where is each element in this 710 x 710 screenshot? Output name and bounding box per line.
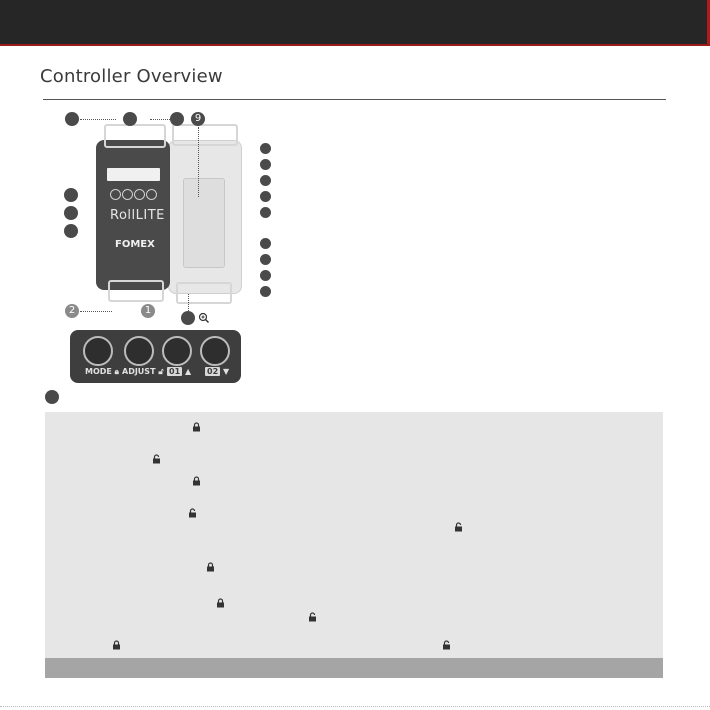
- mini-mode-button: [110, 189, 121, 200]
- leader-line: [80, 119, 116, 120]
- lock-icon: 🔒︎: [114, 367, 119, 376]
- page-title: Controller Overview: [40, 66, 223, 87]
- section-marker: [45, 390, 59, 404]
- adjust-label: ADJUST 🔓︎: [122, 367, 164, 376]
- lock-icon: [112, 640, 121, 650]
- info-panel-footer: [45, 658, 663, 678]
- callout-marker: [64, 224, 78, 238]
- ch1-label: 01 ▲: [169, 367, 192, 376]
- callout-one: 1: [141, 304, 155, 318]
- lock-icon: [192, 476, 201, 486]
- lock-icon: [216, 598, 225, 608]
- zoom-in-icon: [198, 312, 210, 324]
- mini-ch1-button: [134, 189, 145, 200]
- callout-nine: 9: [191, 112, 205, 126]
- callout-marker: [65, 112, 79, 126]
- unlock-icon: [454, 522, 463, 532]
- unlock-icon: [442, 640, 451, 650]
- legend-marker: [260, 238, 271, 249]
- info-panel: [45, 412, 663, 658]
- legend-marker: [260, 254, 271, 265]
- legend-marker: [260, 191, 271, 202]
- back-bottom-clip: [176, 282, 232, 304]
- leader-line: [80, 311, 112, 312]
- callout-two: 2: [65, 304, 79, 318]
- lock-icon: [206, 562, 215, 572]
- legend-marker: [260, 270, 271, 281]
- mini-adjust-button: [122, 189, 133, 200]
- unlock-icon: [188, 508, 197, 518]
- callout-marker: [181, 311, 195, 325]
- leader-line: [198, 127, 199, 197]
- top-header-bar: [0, 0, 710, 46]
- title-divider: [43, 99, 666, 100]
- ch2-label: 02 ▼: [207, 367, 230, 376]
- unlock-icon: [308, 612, 317, 622]
- legend-marker: [260, 143, 271, 154]
- legend-marker: [260, 286, 271, 297]
- adjust-button[interactable]: [124, 336, 154, 366]
- maker-logo: FOMEX: [115, 239, 155, 250]
- page-bottom-rule: [0, 706, 710, 708]
- front-top-clip: [104, 124, 166, 148]
- mode-button[interactable]: [83, 336, 113, 366]
- leader-line: [188, 294, 189, 311]
- mode-label: MODE 🔒︎: [85, 367, 119, 376]
- mini-ch2-button: [146, 189, 157, 200]
- lock-icon: [192, 422, 201, 432]
- callout-marker: [123, 112, 137, 126]
- callout-marker: [64, 206, 78, 220]
- legend-marker: [260, 159, 271, 170]
- back-top-clip: [172, 124, 238, 146]
- triangle-up-icon: ▲: [184, 367, 192, 376]
- legend-marker: [260, 175, 271, 186]
- callout-marker: [170, 112, 184, 126]
- product-logo: RollLITE: [110, 208, 165, 223]
- unlock-icon: [152, 454, 161, 464]
- ch1-button[interactable]: [162, 336, 192, 366]
- callout-marker: [64, 188, 78, 202]
- triangle-down-icon: ▼: [222, 367, 230, 376]
- battery-mount-plate: [183, 178, 225, 268]
- leader-line: [150, 119, 170, 120]
- legend-marker: [260, 207, 271, 218]
- unlock-icon: 🔓︎: [158, 367, 164, 376]
- lcd-screen: [107, 168, 160, 181]
- ch2-button[interactable]: [200, 336, 230, 366]
- front-bottom-clip: [108, 280, 164, 302]
